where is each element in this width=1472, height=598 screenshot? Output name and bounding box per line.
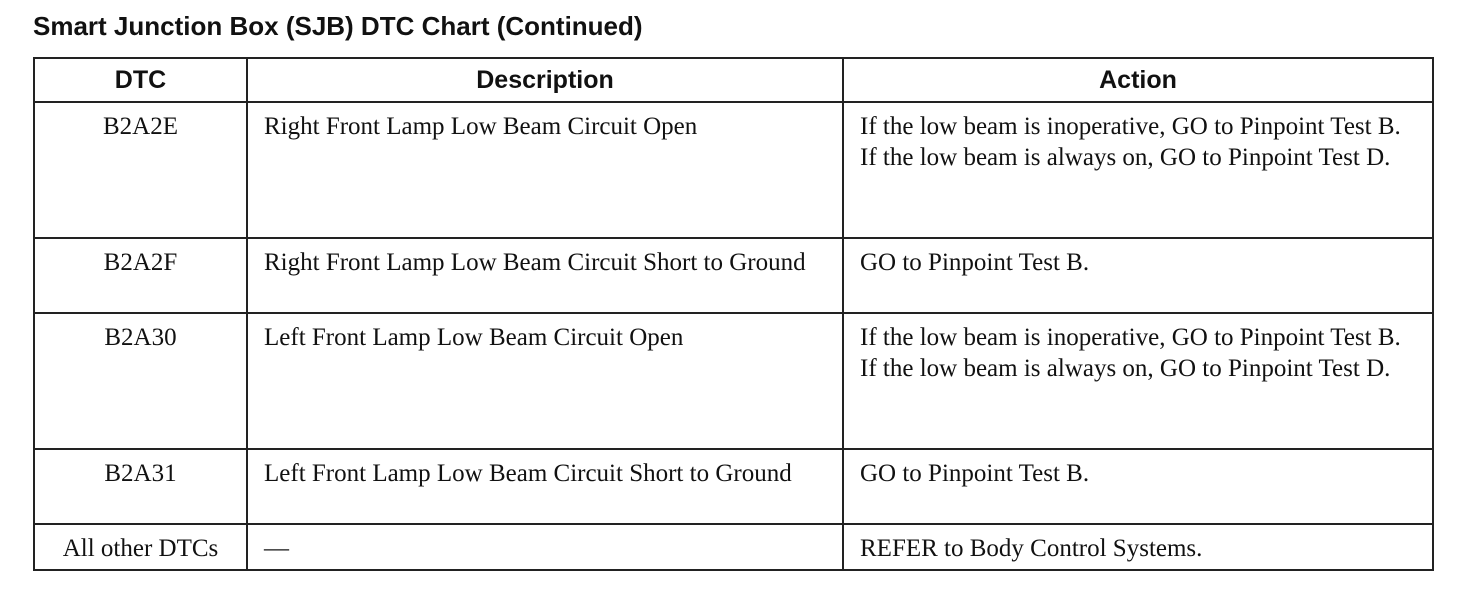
description-cell: Right Front Lamp Low Beam Circuit Open	[247, 102, 843, 238]
table-row	[34, 313, 1433, 449]
table-row	[34, 102, 1433, 238]
description-cell: Left Front Lamp Low Beam Circuit Short to Ground	[247, 449, 843, 524]
action-line: REFER to Body Control Systems.	[860, 535, 1203, 562]
action-line: If the low beam is always on, GO to Pinpoint Test D.	[860, 143, 1391, 171]
table-header-row	[34, 58, 1433, 102]
column-header-dtc: DTC	[34, 58, 247, 102]
action-cell	[843, 524, 1433, 570]
action-line: If the low beam is always on, GO to Pinpoint Test D.	[860, 354, 1391, 382]
column-header-description: Description	[247, 58, 843, 102]
action-line: If the low beam is inoperative, GO to Pinpoint Test B.	[860, 113, 1401, 140]
table-row	[34, 449, 1433, 524]
dtc-code-cell: B2A2F	[34, 238, 247, 313]
column-header-action: Action	[843, 58, 1433, 102]
page-title: Smart Junction Box (SJB) DTC Chart (Continued)	[33, 11, 643, 41]
action-line: If the low beam is inoperative, GO to Pinpoint Test B.	[860, 324, 1401, 351]
action-line: GO to Pinpoint Test B.	[860, 460, 1090, 487]
dtc-code-cell: B2A31	[34, 449, 247, 524]
action-cell	[843, 313, 1433, 449]
dtc-code-cell: B2A2E	[34, 102, 247, 238]
dtc-code-cell: All other DTCs	[34, 524, 247, 570]
dtc-code-cell: B2A30	[34, 313, 247, 449]
description-cell: Right Front Lamp Low Beam Circuit Short to Ground	[247, 238, 843, 313]
action-line: GO to Pinpoint Test B.	[860, 249, 1090, 276]
description-cell: —	[247, 524, 843, 570]
table-row	[34, 238, 1433, 313]
description-cell: Left Front Lamp Low Beam Circuit Open	[247, 313, 843, 449]
action-cell	[843, 449, 1433, 524]
action-cell	[843, 238, 1433, 313]
table-row	[34, 524, 1433, 570]
dtc-chart-table	[33, 57, 1434, 571]
action-cell	[843, 102, 1433, 238]
